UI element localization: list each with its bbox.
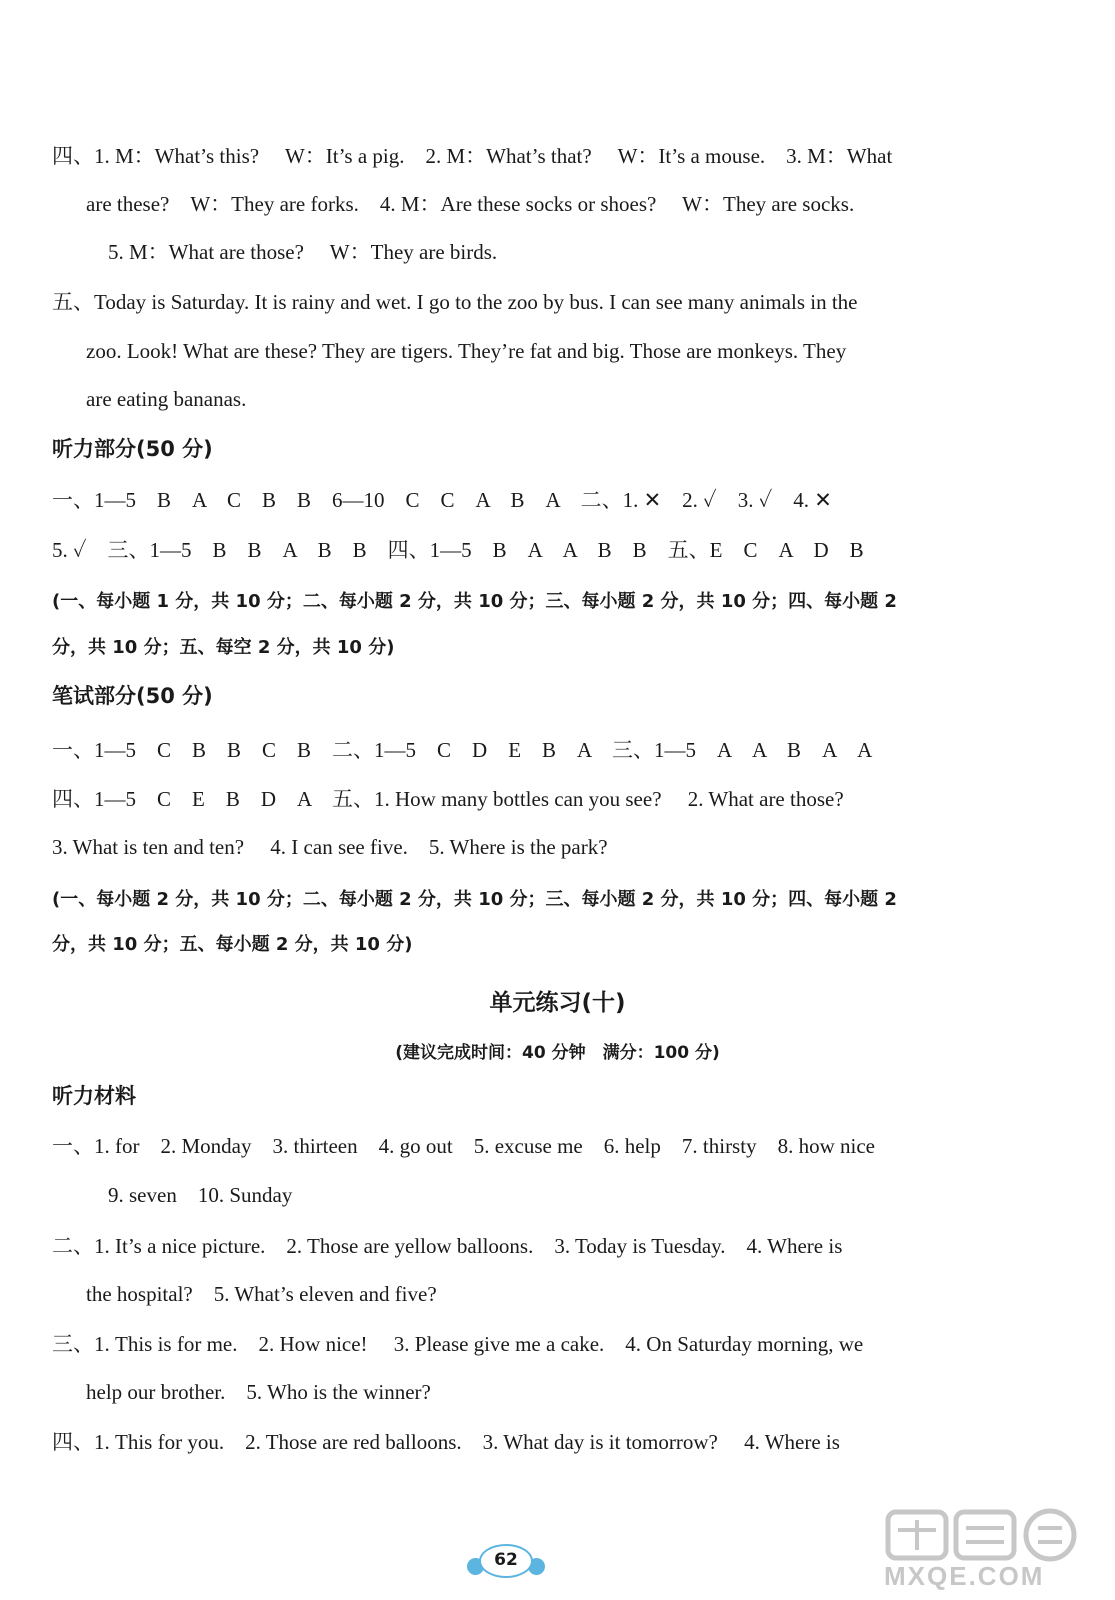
unit-title: 单元练习(十): [489, 990, 626, 1016]
materials-q1-line1: 一、1. for 2. Monday 3. thirteen 4. go out 5. excuse me 6. help 7. thirsty 8. how nice: [52, 1134, 875, 1158]
written-answers-line3: 3. What is ten and ten? 4. I can see five. 5. Where is the park?: [52, 835, 608, 859]
listening-materials-heading: 听力材料: [52, 1084, 136, 1108]
materials-q3-line1: 三、1. This is for me. 2. How nice! 3. Please give me a cake. 4. On Saturday morning, we: [52, 1332, 864, 1356]
materials-q2-line1: 二、1. It’s a nice picture. 2. Those are yellow balloons. 3. Today is Tuesday. 4. Where is: [52, 1234, 843, 1258]
materials-q2-line2: the hospital? 5. What’s eleven and five?: [86, 1282, 437, 1306]
section5-line1: 五、Today is Saturday. It is rainy and wet. I go to the zoo by bus. I can see many animals in the: [52, 290, 858, 314]
written-answers-line2: 四、1—5 C E B D A 五、1. How many bottles can you see? 2. What are those?: [52, 787, 844, 811]
watermark: [880, 1506, 1095, 1596]
written-answers-line1: 一、1—5 C B B C B 二、1—5 C D E B A 三、1—5 A A B A A: [52, 738, 873, 762]
listening-part-heading: 听力部分(50 分): [52, 437, 213, 461]
written-score-line1: (一、每小题 2 分，共 10 分；二、每小题 2 分，共 10 分；三、每小题 2 分，共 10 分；四、每小题 2: [52, 889, 897, 910]
section4-line1: 四、1. M：What’s this? W：It’s a pig. 2. M：What’s that? W：It’s a mouse. 3. M：What: [52, 144, 893, 168]
written-part-heading: 笔试部分(50 分): [52, 684, 213, 708]
section5-line2: zoo. Look! What are these? They are tigers. They’re fat and big. Those are monkeys. They: [86, 339, 847, 363]
listening-answers-line2: 5. ✓ 三、1—5 B B A B B 四、1—5 B A A B B 五、E C A D B: [52, 538, 864, 562]
listening-answers-line1: 一、1—5 B A C B B 6—10 C C A B A 二、1. ✕ 2. ✓ 3. ✓ 4. ✕: [52, 488, 832, 512]
materials-q3-line2: help our brother. 5. Who is the winner?: [86, 1380, 431, 1404]
page-number: 62: [494, 1550, 518, 1570]
listening-score-line2: 分，共 10 分；五、每空 2 分，共 10 分): [52, 637, 395, 658]
section5-line3: are eating bananas.: [86, 387, 247, 411]
materials-q4-line1: 四、1. This for you. 2. Those are red balloons. 3. What day is it tomorrow? 4. Where is: [52, 1430, 840, 1454]
watermark-logo-icon: [880, 1506, 1095, 1566]
page-number-badge: [465, 1538, 547, 1582]
materials-q1-line2: 9. seven 10. Sunday: [108, 1183, 293, 1207]
written-score-line2: 分，共 10 分；五、每小题 2 分，共 10 分): [52, 934, 413, 955]
listening-score-line1: (一、每小题 1 分，共 10 分；二、每小题 2 分，共 10 分；三、每小题 2 分，共 10 分；四、每小题 2: [52, 591, 897, 612]
section4-line3: 5. M：What are those? W：They are birds.: [108, 240, 498, 264]
section4-line2: are these? W：They are forks. 4. M：Are these socks or shoes? W：They are socks.: [86, 192, 855, 216]
unit-subtitle: (建议完成时间：40 分钟 满分：100 分): [395, 1043, 720, 1063]
watermark-domain: MXQE.COM: [884, 1561, 1045, 1591]
